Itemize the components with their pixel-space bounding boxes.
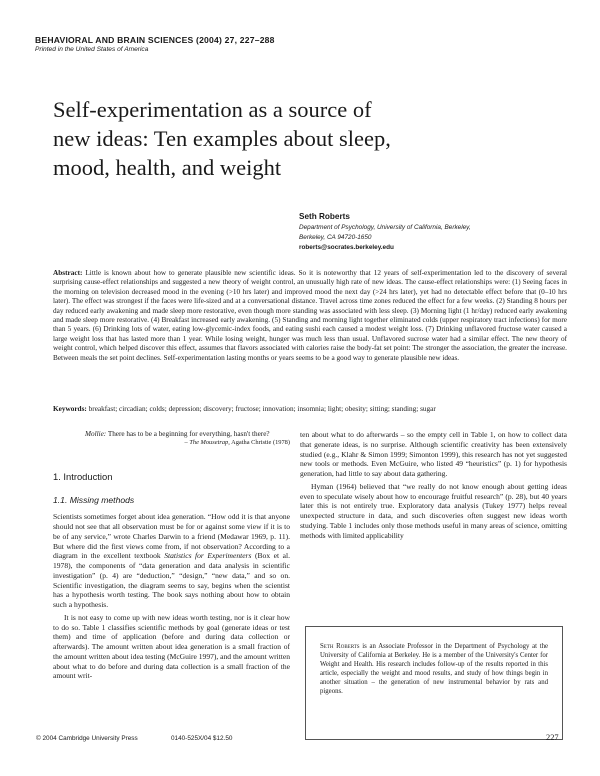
footer-copyright: © 2004 Cambridge University Press bbox=[36, 735, 138, 742]
journal-header: BEHAVIORAL AND BRAIN SCIENCES (2004) 27, 227–288 bbox=[35, 35, 275, 45]
keywords-label: Keywords: bbox=[53, 405, 87, 413]
right-column bbox=[300, 430, 567, 543]
epigraph-source-author: Agatha Christie (1978) bbox=[229, 439, 290, 447]
epigraph-source-prefix: – bbox=[184, 439, 190, 447]
paragraph-1 bbox=[53, 512, 290, 610]
bio-text: is an Associate Professor in the Department of Psychology at the University of California at Berkeley. He is a member of the University's Center for Weight and Health. His research includes follow-up of the results reported in this article, especially the weight and mood results, and study of how things begin in another situation – the generation of new instrumental behavior by rats and pigeons. bbox=[320, 643, 548, 695]
epigraph-quote: There has to be a beginning for everything, hasn't there? bbox=[107, 430, 270, 438]
keywords bbox=[53, 405, 567, 414]
paragraph-2-continued: ten about what to do afterwards – so the empty cell in Table 1, on how to collect data that generate ideas, is no surprise. Although scientific creativity has been extensively studied (e.g., Klahr & Simon 1999; Simonton 1999), this research has not yet suggested new tools or methods. Even McGuire, who listed 49 “heuristics” (p. 1) for hypothesis generation, had little to say about data gathering. bbox=[300, 430, 567, 478]
paragraph-1-part-b: (Box et al. 1978), the components of “data generation and data analysis in scientific investigation” (p. 4) are “deduction,” “design,” “new data,” and so on. Scientific investigation, the diagram seems to say, begins when the scientist has a hypothesis worth testing. The book says nothing about how to obtain such a hypothesis. bbox=[53, 551, 290, 610]
book-title: Statistics for Experimenters bbox=[164, 551, 252, 561]
epigraph bbox=[85, 430, 290, 439]
author-email[interactable]: roberts@socrates.berkeley.edu bbox=[299, 243, 394, 251]
abstract-label: Abstract: bbox=[53, 269, 83, 277]
left-column bbox=[53, 430, 290, 684]
author-address: Berkeley, CA 94720-1650 bbox=[299, 233, 372, 241]
epigraph-speaker: Mollie: bbox=[85, 430, 107, 438]
paragraph-2: It is not easy to come up with new ideas worth testing, nor is it clear how to do so. Table 1 classifies scientific methods by goal (generate ideas or test them) and time of application (before and during data collection or afterwards). The amount written about idea generation is a small fraction of the amount written about idea testing (McGuire 1997), and the amount written about what to do before and during data collection is a small fraction of the amount writ- bbox=[53, 612, 290, 681]
paragraph-1-part-a: Scientists sometimes forget about idea generation. “How odd it is that anyone should not see that all observation must be for or against some view if it is to be of any service,” wrote Charles Darwin to a friend (Medawar 1969, p. 11). But where did the first views come from, if not observation? According to a diagram in the excellent textbook bbox=[53, 512, 290, 561]
title-line-2: new ideas: Ten examples about sleep, bbox=[53, 126, 391, 151]
keywords-text: breakfast; circadian; colds; depression; discovery; fructose; innovation; insomnia; light; obesity; sitting; standing; sugar bbox=[88, 405, 436, 413]
footer-code: 0140-525X/04 $12.50 bbox=[171, 735, 233, 742]
section-heading: 1. Introduction bbox=[53, 471, 113, 483]
author-affiliation: Department of Psychology, University of California, Berkeley, bbox=[299, 224, 471, 231]
epigraph-source-title: The Mousetrap, bbox=[189, 439, 230, 447]
subsection-heading: 1.1. Missing methods bbox=[53, 495, 135, 506]
title-line-3: mood, health, and weight bbox=[53, 155, 282, 180]
printed-in-note: Printed in the United States of America bbox=[35, 46, 149, 53]
page-number: 227 bbox=[546, 733, 559, 742]
epigraph-source bbox=[53, 439, 290, 447]
bio-author-name: Seth Roberts bbox=[320, 643, 360, 650]
author-bio-box bbox=[305, 626, 563, 740]
title-line-1: Self-experimentation as a source of bbox=[53, 97, 372, 122]
author-name: Seth Roberts bbox=[299, 212, 350, 221]
author-block bbox=[299, 211, 569, 252]
abstract-text: Little is known about how to generate plausible new scientific ideas. So it is noteworthy that 12 years of self-experimentation led to the discovery of several surprising cause-effect relationships and suggested a new theory of weight control, an unusually high rate of new ideas. The cause-effect relationships were: (1) Seeing faces in the morning on television decreased mood in the evening (>10 hrs later) and improved mood the next day (>24 hrs later), yet had no detectable effect before that (0–10 hrs later). The effect was strongest if the faces were life-sized and at a conversational distance. Travel across time zones reduced the effect for a few weeks. (2) Standing 8 hours per day reduced early awakening and made sleep more restorative, even though more standing was associated with less sleep. (3) Morning light (1 hr/day) reduced early awakening and made sleep more restorative. (4) Breakfast increased early awakening. (5) Standing and morning light together eliminated colds (upper respiratory tract infections) for more than 5 years. (6) Drinking lots of water, eating low-glycemic-index foods, and eating sushi each caused a modest weight loss. (7) Drinking unflavored fructose water caused a large weight loss that has lasted more than 1 year. While losing weight, hunger was much less than usual. Unflavored sucrose water had a similar effect. The new theory of weight control, which helped discover this effect, assumes that flavors associated with calories raise the body-fat set point: The stronger the association, the greater the increase. Between meals the set point declines. Self-experimentation lasting months or years seems to be a good way to generate plausible new ideas. bbox=[53, 269, 567, 362]
abstract bbox=[53, 269, 567, 363]
article-title bbox=[53, 95, 473, 182]
paragraph-3: Hyman (1964) believed that “we really do not know enough about getting ideas even to speculate wisely about how to encourage fruitful research” (p. 28), but 40 years later this is not entirely true. Exploratory data analysis (Tukey 1977) helps reveal unexpected structure in data, and such discoveries often suggest new ideas worth studying. Table 1 includes only those methods useful in many areas of science, omitting methods with limited applicability bbox=[300, 481, 567, 540]
